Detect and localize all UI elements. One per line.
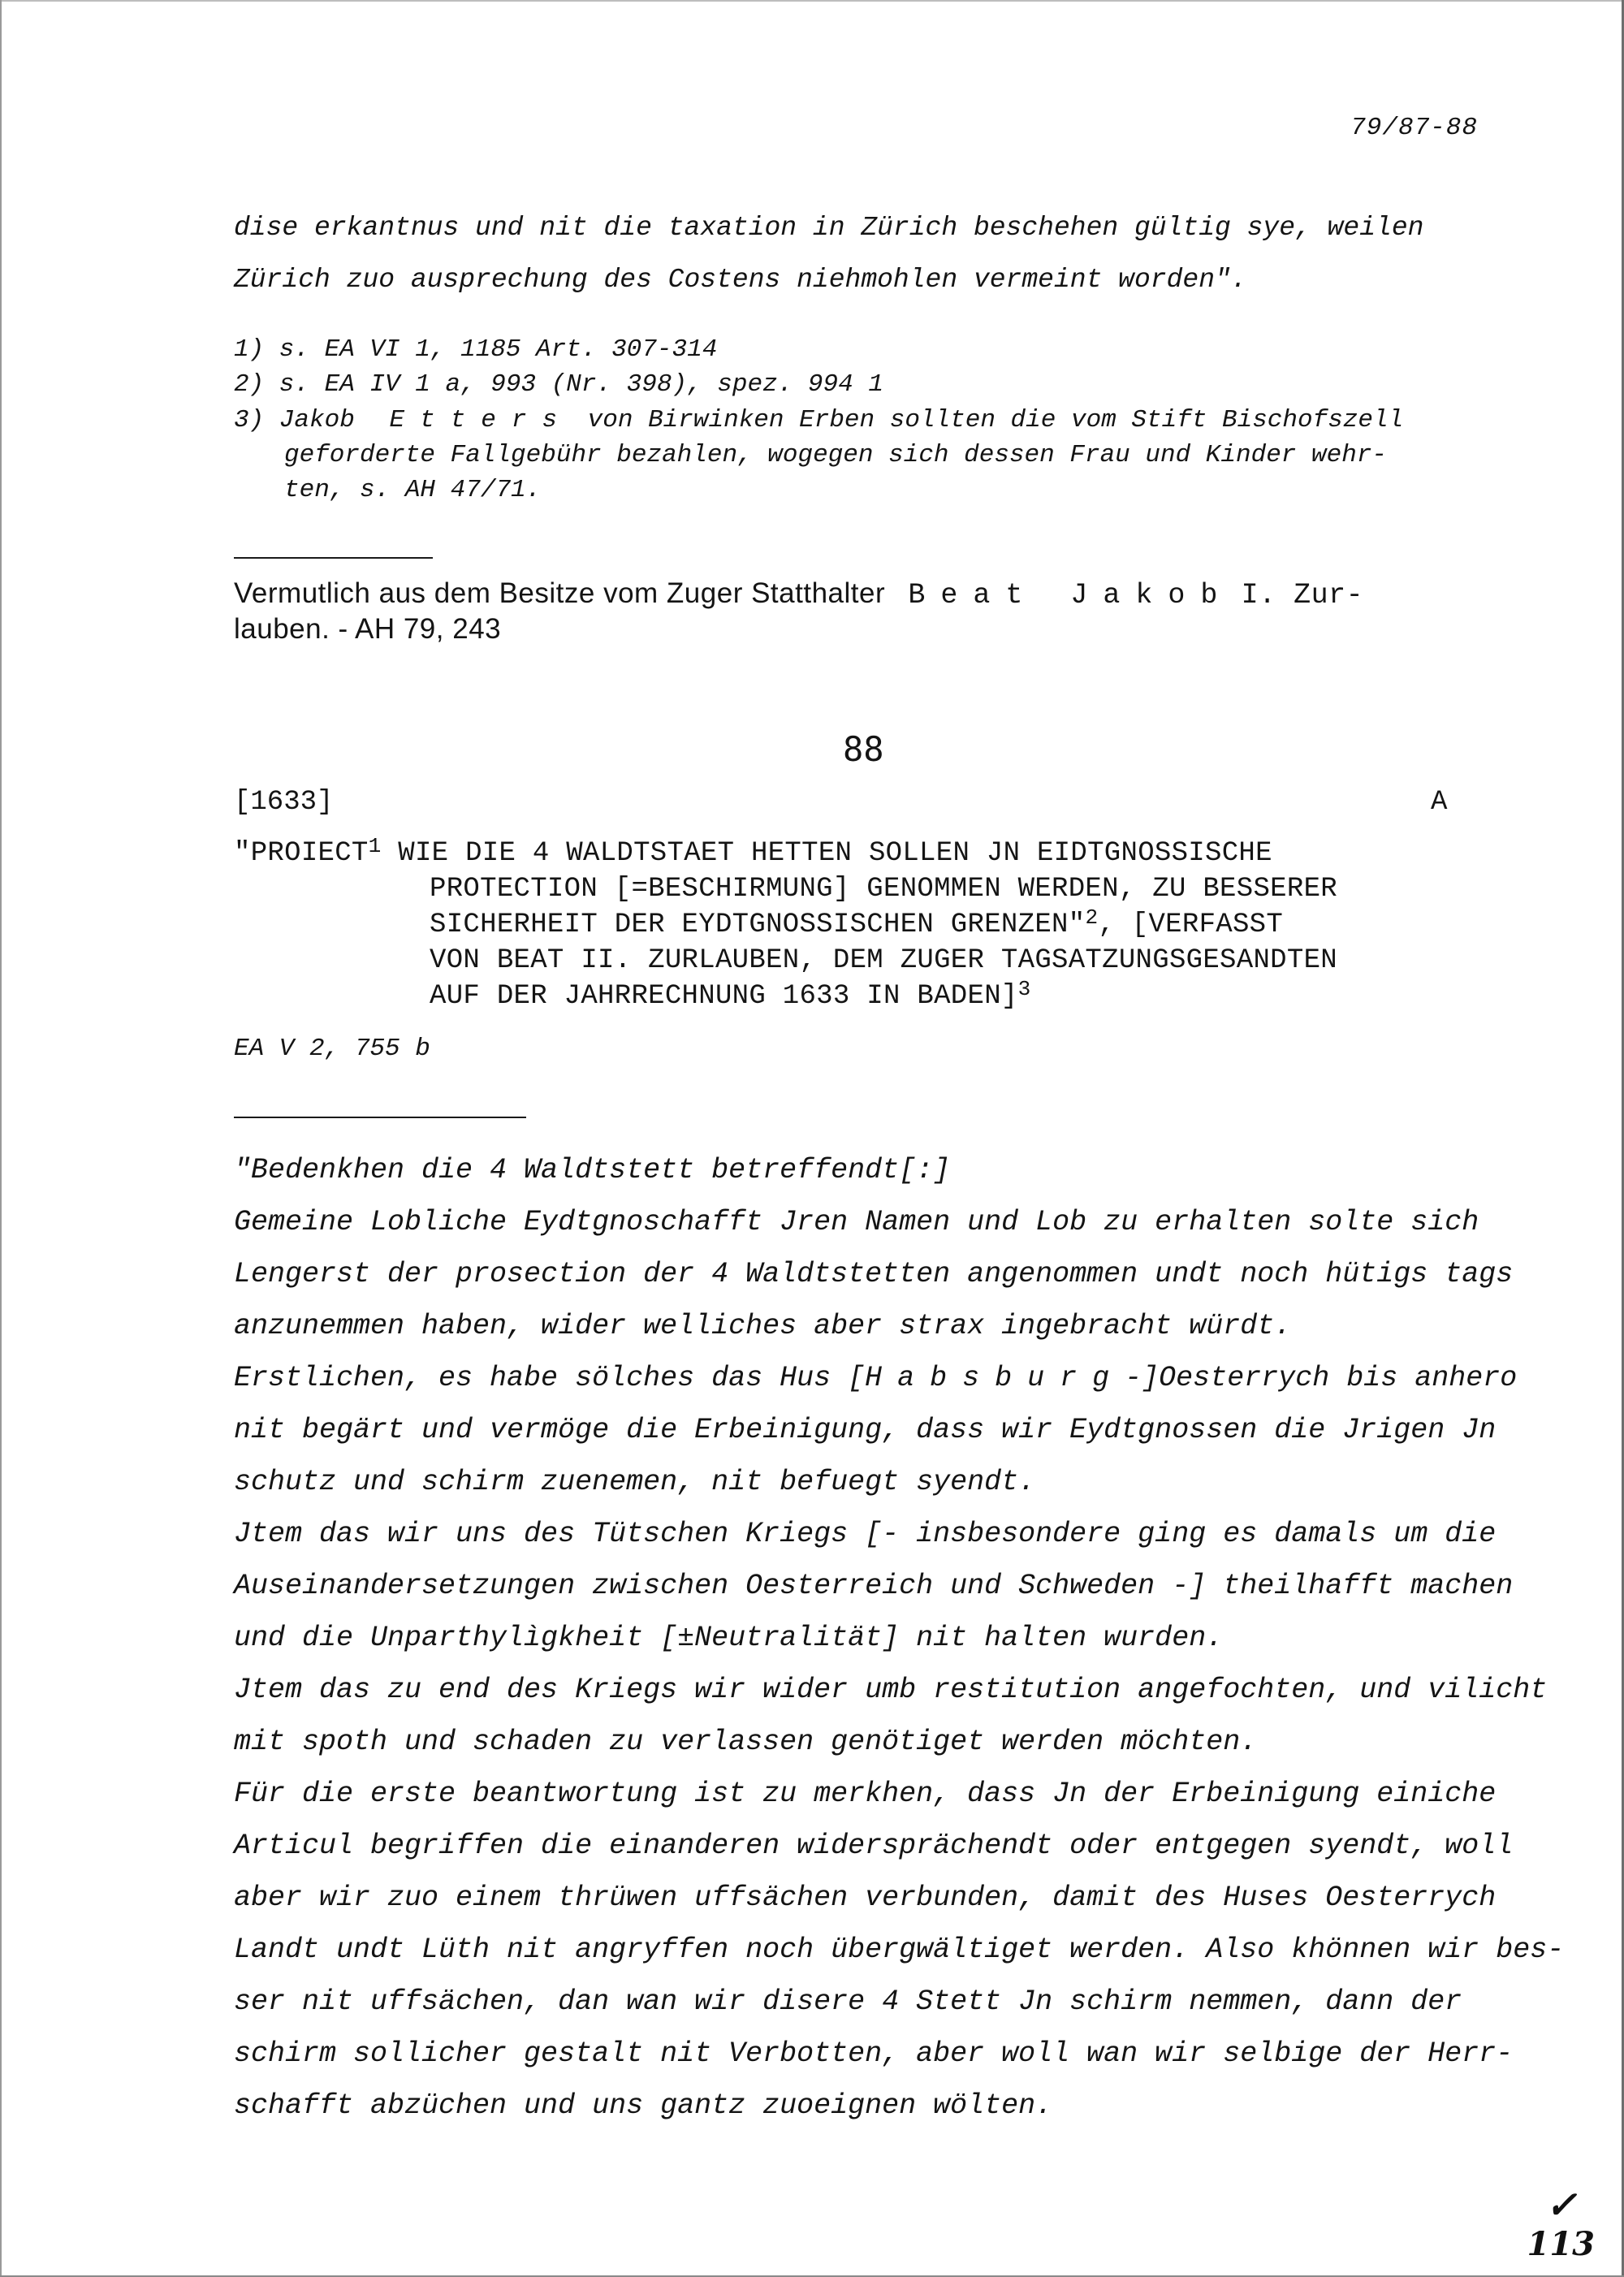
regest-footnote-ref-2: 2: [1085, 905, 1099, 930]
regest-footnote-ref-3: 3: [1017, 977, 1031, 1001]
separator-rule-1: [234, 557, 433, 559]
body-line-16: Landt undt Lüth nit angryffen noch übergwältiget werden. Also khönnen wir bes-: [234, 1934, 1565, 1966]
body-line-18: schirm sollicher gestalt nit Verbotten, aber woll wan wir selbige der Herr-: [234, 2037, 1514, 2070]
regest-line-3: [430, 905, 1284, 940]
footnote-2: 2) s. EA IV 1 a, 993 (Nr. 398), spez. 994 1: [234, 370, 883, 399]
provenance-line-1: [234, 577, 1363, 611]
footnote-3: [234, 406, 1403, 434]
document-number: 88: [843, 729, 884, 769]
regest-line-1-rest: WIE DIE 4 WALDTSTAET HETTEN SOLLEN JN EIDTGNOSSISCHE: [381, 838, 1272, 869]
provenance-name: Beat Jakob: [908, 579, 1233, 611]
body-line-15: aber wir zuo einem thrüwen uffsächen verbunden, damit des Huses Oesterrych: [234, 1882, 1497, 1914]
body-line-14: Articul begriffen die einanderen widersprächendt oder entgegen syendt, woll: [234, 1830, 1514, 1862]
body-line-4: anzunemmen haben, wider welliches aber strax ingebracht würdt.: [234, 1310, 1292, 1342]
body-line-6: nit begärt und vermöge die Erbeinigung, dass wir Eydtgnossen die Jrigen Jn: [234, 1414, 1497, 1446]
footnote-3-rest: von Birwinken Erben sollten die vom Stift Bischofszell: [587, 406, 1404, 434]
body-line-19: schafft abzüchen und uns gantz zuoeignen wölten.: [234, 2089, 1053, 2122]
continuation-line-1: dise erkantnus und nit die taxation in Zürich beschehen gültig sye, weilen: [234, 213, 1424, 243]
regest-line-5-text: AUF DER JAHRRECHNUNG 1633 IN BADEN]: [430, 981, 1018, 1012]
regest-prefix: "PROIECT: [234, 838, 369, 869]
body-line-12: mit spoth und schaden zu verlassen genötiget werden möchten.: [234, 1726, 1258, 1758]
regest-line-1: [234, 834, 1272, 869]
separator-rule-2: [234, 1117, 526, 1118]
body-line-5-name: Habsburg: [865, 1362, 1125, 1394]
footnote-3-line-2: geforderte Fallgebühr bezahlen, wogegen sich dessen Frau und Kinder wehr-: [284, 441, 1388, 469]
regest-footnote-ref-1: 1: [368, 834, 382, 858]
regest-line-3-rest: , [VERFASST: [1098, 910, 1284, 940]
regest-line-4: VON BEAT II. ZURLAUBEN, DEM ZUGER TAGSATZUNGSGESANDTEN: [430, 945, 1337, 976]
footnote-3-prefix: 3) Jakob: [234, 406, 355, 434]
source-reference: EA V 2, 755 b: [234, 1035, 430, 1063]
body-line-3: Lengerst der prosection der 4 Waldtstetten angenommen undt noch hütigs tags: [234, 1258, 1514, 1290]
body-line-5-rest: -]Oesterrych bis anhero: [1125, 1362, 1518, 1394]
body-line-11: Jtem das zu end des Kriegs wir wider umb restitution angefochten, und vilicht: [234, 1674, 1548, 1706]
version-mark: A: [1431, 787, 1448, 818]
body-line-10: und die Unparthylìgkheit [±Neutralität] nit halten wurden.: [234, 1622, 1224, 1654]
body-line-7: schutz und schirm zuenemen, nit befuegt syendt.: [234, 1466, 1036, 1498]
body-line-5: [234, 1362, 1517, 1394]
document-date: [1633]: [234, 787, 334, 818]
body-line-2: Gemeine Lobliche Eydtgnoschafft Jren Namen und Lob zu erhalten solte sich: [234, 1206, 1479, 1238]
regest-line-2: PROTECTION [=BESCHIRMUNG] GENOMMEN WERDEN, ZU BESSERER: [430, 874, 1337, 905]
handwritten-check-mark: ✓: [1545, 2183, 1577, 2227]
provenance-line-2: lauben. - AH 79, 243: [234, 613, 502, 645]
continuation-line-2: Zürich zuo ausprechung des Costens niehmohlen vermeint worden".: [234, 265, 1247, 295]
regest-line-5: [430, 977, 1031, 1012]
body-line-13: Für die erste beantwortung ist zu merkhen, dass Jn der Erbeinigung einiche: [234, 1778, 1497, 1810]
body-line-9: Auseinandersetzungen zwischen Oesterreich und Schweden -] theilhafft machen: [234, 1570, 1514, 1602]
handwritten-folio-number: 113: [1527, 2225, 1595, 2263]
body-line-8: Jtem das wir uns des Tütschen Kriegs [- insbesondere ging es damals um die: [234, 1518, 1497, 1550]
page-frame-left: [0, 0, 2, 2277]
body-line-5-prefix: Erstlichen, es habe sölches das Hus [: [234, 1362, 866, 1394]
body-line-1: "Bedenkhen die 4 Waldtstett betreffendt[:]: [234, 1154, 951, 1186]
footnote-3-name: Etters: [389, 406, 573, 434]
provenance-rest: I. Zur-: [1241, 579, 1364, 611]
page-reference: 79/87-88: [1350, 114, 1478, 142]
footnote-1: 1) s. EA VI 1, 1185 Art. 307-314: [234, 335, 718, 364]
page-frame-top: [0, 0, 1624, 2]
regest-line-3-prefix: SICHERHEIT DER EYDTGNOSSISCHEN GRENZEN": [430, 910, 1086, 940]
footnote-3-line-3: ten, s. AH 47/71.: [284, 476, 542, 504]
body-line-17: ser nit uffsächen, dan wan wir disere 4 Stett Jn schirm nemmen, dann der: [234, 1985, 1462, 2018]
provenance-prefix: Vermutlich aus dem Besitze vom Zuger Statthalter: [234, 577, 886, 609]
